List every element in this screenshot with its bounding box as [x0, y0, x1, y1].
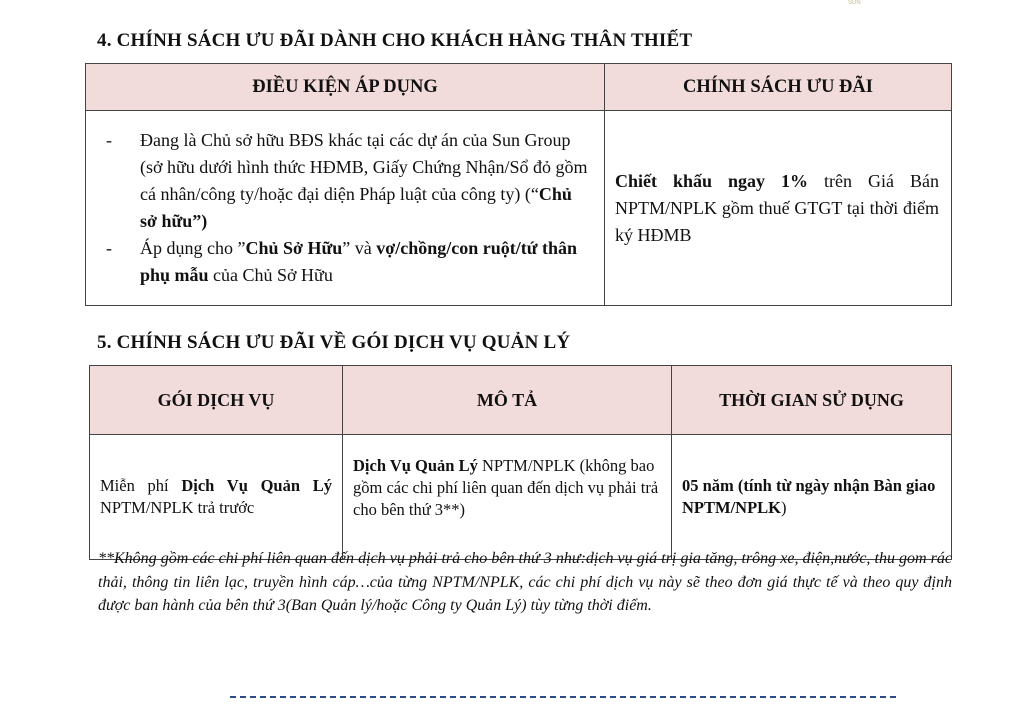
policy-column-header: CHÍNH SÁCH ƯU ĐÃI: [605, 64, 952, 111]
package-text: Miễn phí: [100, 476, 182, 495]
description-column-header: MÔ TẢ: [343, 366, 672, 435]
table-header-row: [90, 366, 952, 435]
description-text: NPTM/NPLK (không bao gồm các chi phí liên quan đến dịch vụ phải trả cho bên thứ 3**): [353, 456, 659, 519]
condition-bold-text: Chủ sở hữu”): [140, 184, 572, 231]
description-cell: [343, 435, 672, 560]
package-bold-text: Dịch Vụ Quản Lý: [181, 476, 332, 495]
section-4-heading: 4. CHÍNH SÁCH ƯU ĐÃI DÀNH CHO KHÁCH HÀNG THÂN THIẾT: [97, 30, 693, 51]
usage-time-cell: [672, 435, 952, 560]
condition-text: Đang là Chủ sở hữu BĐS khác tại các dự án của Sun Group (sở hữu dưới hình thức HĐMB, Giấy Chứng Nhận/Sổ đỏ gồm cá nhân/công ty/hoặc đại diện Pháp luật của công ty) (“: [140, 130, 588, 204]
package-text: NPTM/NPLK trả trước: [100, 498, 255, 517]
usage-time-column-header: THỜI GIAN SỬ DỤNG: [672, 366, 952, 435]
loyal-customer-policy-table: [85, 63, 952, 306]
conditions-column-header: ĐIỀU KIỆN ÁP DỤNG: [86, 64, 605, 111]
dashed-divider: [230, 696, 896, 698]
list-item: [106, 235, 592, 289]
package-cell: [90, 435, 343, 560]
conditions-list: [106, 127, 592, 289]
section-5-heading: 5. CHÍNH SÁCH ƯU ĐÃI VỀ GÓI DỊCH VỤ QUẢN LÝ: [97, 332, 571, 353]
condition-bold-text: Chủ Sở Hữu: [245, 238, 343, 258]
condition-text: ” và: [342, 238, 377, 258]
condition-text: của Chủ Sở Hữu: [208, 265, 333, 285]
condition-text: Áp dụng cho ”: [140, 238, 246, 258]
conditions-cell: [86, 111, 605, 306]
condition-bold-text: vợ/chồng/con ruột/tứ thân phụ mẫu: [140, 238, 578, 285]
package-column-header: GÓI DỊCH VỤ: [90, 366, 343, 435]
management-service-table: [89, 365, 952, 560]
table-row: [90, 435, 952, 560]
policy-text: trên Giá Bán NPTM/NPLK gồm thuế GTGT tại thời điểm ký HĐMB: [615, 170, 939, 245]
table-row: [86, 111, 952, 306]
brand-logo: SUN: [848, 0, 861, 6]
usage-time-bold-text: 05 năm (tính từ ngày nhận Bàn giao NPTM/NPLK: [682, 476, 936, 517]
list-item: [106, 127, 592, 235]
policy-cell: [605, 111, 952, 306]
discount-bold-text: Chiết khấu ngay 1%: [615, 170, 809, 191]
usage-time-text: ): [781, 498, 787, 517]
description-bold-text: Dịch Vụ Quản Lý: [353, 456, 478, 475]
table-header-row: [86, 64, 952, 111]
footnote: **Không gồm các chi phí liên quan đến dịch vụ phải trả cho bên thứ 3 như:dịch vụ giá trị gia tăng, trông xe, điện,nước, thu gom rác thải, thông tin liên lạc, truyền hình cáp…của từng NPTM/NPLK, các chi phí dịch vụ này sẽ theo đơn giá thực tế và theo quy định được ban hành của bên thứ 3(Ban Quản lý/hoặc Công ty Quản Lý) tùy từng thời điểm.: [98, 550, 952, 614]
